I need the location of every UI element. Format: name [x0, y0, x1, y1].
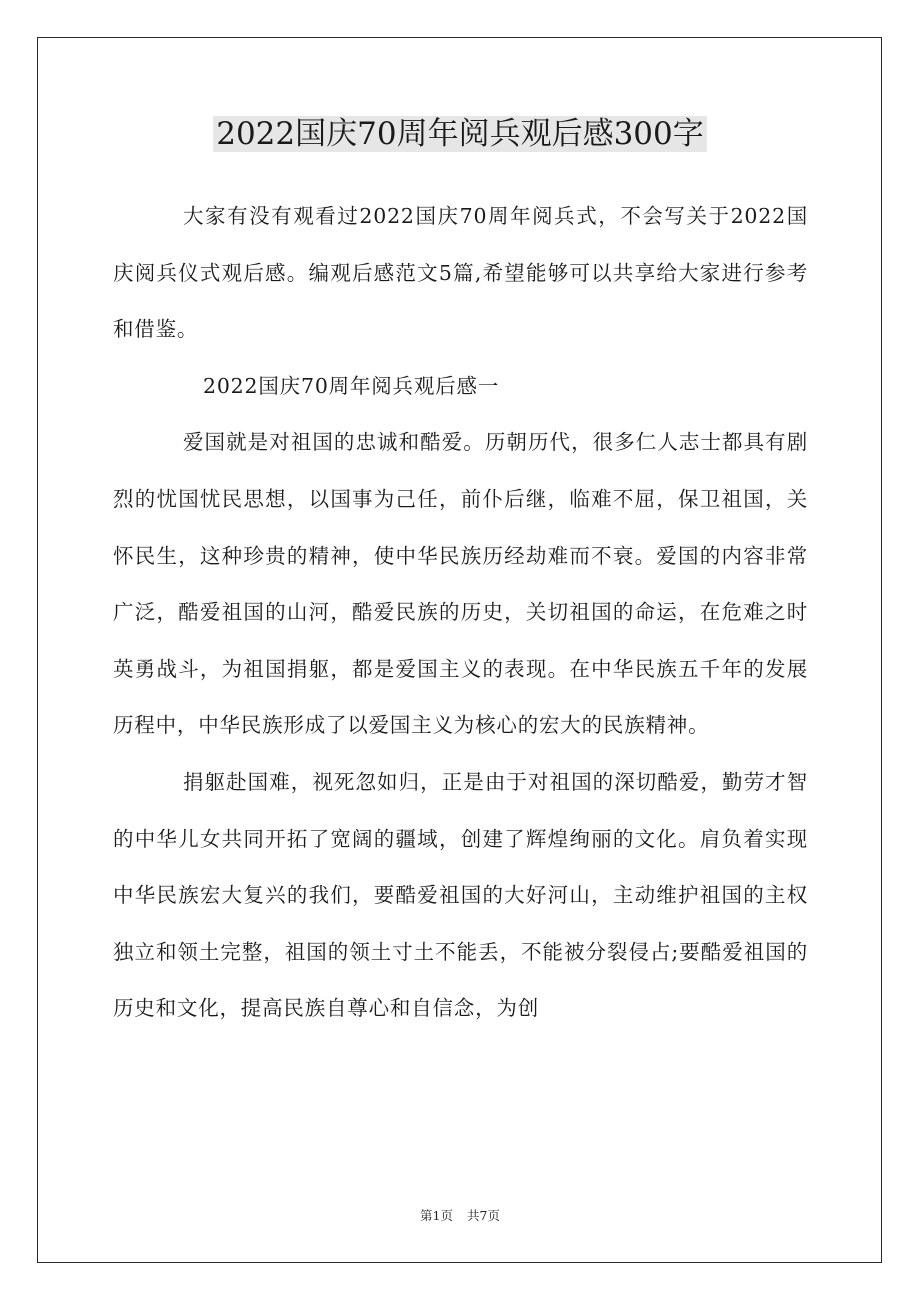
body-paragraph: 爱国就是对祖国的忠诚和酷爱。历朝历代，很多仁人志士都具有剧烈的忧国忧民思想，以国事为己任，前仆后继，临难不屈，保卫祖国，关怀民生，这种珍贵的精神，使中华民族历经劫难而不衰。爱国的内容非常广泛，酷爱祖国的山河，酷爱民族的历史，关切祖国的命运，在危难之时英勇战斗，为祖国捐躯，都是爱国主义的表现。在中华民族五千年的发展历程中，中华民族形成了以爱国主义为核心的宏大的民族精神。 [113, 430, 808, 738]
document-title [0, 110, 920, 158]
body-paragraph: 捐躯赴国难，视死忽如归，正是由于对祖国的深切酷爱，勤劳才智的中华儿女共同开拓了宽阔的疆域，创建了辉煌绚丽的文化。肩负着实现中华民族宏大复兴的我们，要酷爱祖国的大好河山，主动维护祖国的主权独立和领土完整，祖国的领土寸土不能丢，不能被分裂侵占;要酷爱祖国的历史和文化，提高民族自尊心和自信念，为创 [113, 769, 808, 1021]
document-title-text: 2022国庆70周年阅兵观后感300字 [213, 116, 707, 152]
page-footer [0, 1206, 920, 1224]
page-number: 第1页 [420, 1208, 453, 1223]
section-heading: 2022国庆70周年阅兵观后感一 [203, 373, 500, 398]
document-body [113, 188, 808, 1037]
page-total: 共7页 [467, 1208, 500, 1223]
intro-paragraph: 大家有没有观看过2022国庆70周年阅兵式，不会写关于2022国庆阅兵仪式观后感。编观后感范文5篇,希望能够可以共享给大家进行参考和借鉴。 [113, 204, 808, 342]
